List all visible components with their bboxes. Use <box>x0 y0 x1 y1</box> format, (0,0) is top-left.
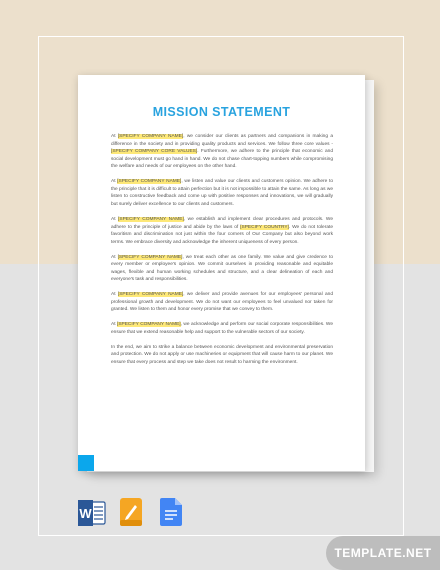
placeholder-highlight: [SPECIFY COMPANY NAME] <box>117 179 182 185</box>
paragraph-text: . We do not tolerate favoritism and discrimination not just within the four corners of Our Company but also beyond work terms. We embrace diversity and acknowledge the inherent uniqueness of every person. <box>111 224 333 245</box>
placeholder-highlight: [SPECIFY COMPANY NAME] <box>117 292 184 298</box>
placeholder-highlight: [SPECIFY COMPANY NAME] <box>117 134 184 139</box>
paragraph-text: At <box>111 134 118 139</box>
paragraph <box>111 321 333 336</box>
paragraph-text: At <box>111 292 118 298</box>
document-body <box>111 133 333 374</box>
paragraph <box>111 254 333 284</box>
paragraph-text: At <box>111 322 117 328</box>
paragraph <box>111 344 333 367</box>
placeholder-highlight: [SPECIFY COMPANY CORE VALUES] <box>111 149 198 155</box>
word-icon[interactable] <box>78 500 106 526</box>
template-net-badge[interactable]: TEMPLATE.NET <box>326 536 440 570</box>
paragraph <box>111 291 333 314</box>
accent-square <box>78 455 94 471</box>
document-page <box>78 75 365 471</box>
placeholder-highlight: [SPECIFY COMPANY NAME] <box>117 254 183 260</box>
paragraph <box>111 216 333 246</box>
placeholder-highlight: [SPECIFY COMPANY NAME] <box>118 216 184 222</box>
paragraph-text: , we deliver and provide avenues for our employees' personal and professional growth and development. We do not want our employees to feel unvalued nor taken for granted. We listen to them and honor every promise that we convey to them. <box>111 292 333 313</box>
document-title: MISSION STATEMENT <box>152 105 291 119</box>
svg-text:W: W <box>79 506 92 521</box>
paragraph <box>111 178 333 208</box>
paragraph <box>111 133 333 171</box>
paragraph-text: , we acknowledge and perform our social corporate responsibilities. We ensure that we extend reasonable help and support to the vulnerable sectors of our society. <box>111 322 333 335</box>
google-docs-icon[interactable] <box>160 498 182 526</box>
paragraph-text: At <box>111 216 119 222</box>
paragraph-text: At <box>111 254 118 260</box>
placeholder-highlight: [SPECIFY COUNTRY] <box>240 224 289 230</box>
paragraph-text: At <box>111 179 118 185</box>
placeholder-highlight: [SPECIFY COMPANY NAME] <box>116 322 181 328</box>
paragraph-text: , we treat each other as one family. We value and give credence to every member or employee's opinion. We commit ourselves in providing reasonable and equitable wages, flexible and human working schedules and structure, and a clear delineation of each and everyone's task and responsibilities. <box>111 254 333 283</box>
paragraph-text: In the end, we aim to strike a balance between economic development and environmental preservation and protection. We do not apply or use machineries or equipment that will cause harm to our planet. We ensure that every process and step we take does not result to harming the environment. <box>111 344 333 366</box>
pages-icon[interactable] <box>120 498 142 526</box>
paragraph-text: . Furthermore, we adhere to the principle that economic and social development must go hand in hand. We do not chase chart-topping numbers while compromising the welfare and needs of our employees on the other hand. <box>111 149 333 170</box>
paragraph-text: , we consider our clients as partners and companions in making a difference in the society and in providing quality products and services. We follow three core values - <box>111 134 333 147</box>
paragraph-text: , we establish and implement clear procedures and protocols. We adhere to the principle of justice and abide by the laws of <box>111 216 333 230</box>
paragraph-text: , we listen and value our clients and customers opinion. We adhere to the principle that it is difficult to attain perfection but it is not impossible to attain the same. As long as we listen to constructive feedback and come up with positive responses and innovations, we will gradually but surely deliver excellence to our clients and customers. <box>111 179 333 208</box>
